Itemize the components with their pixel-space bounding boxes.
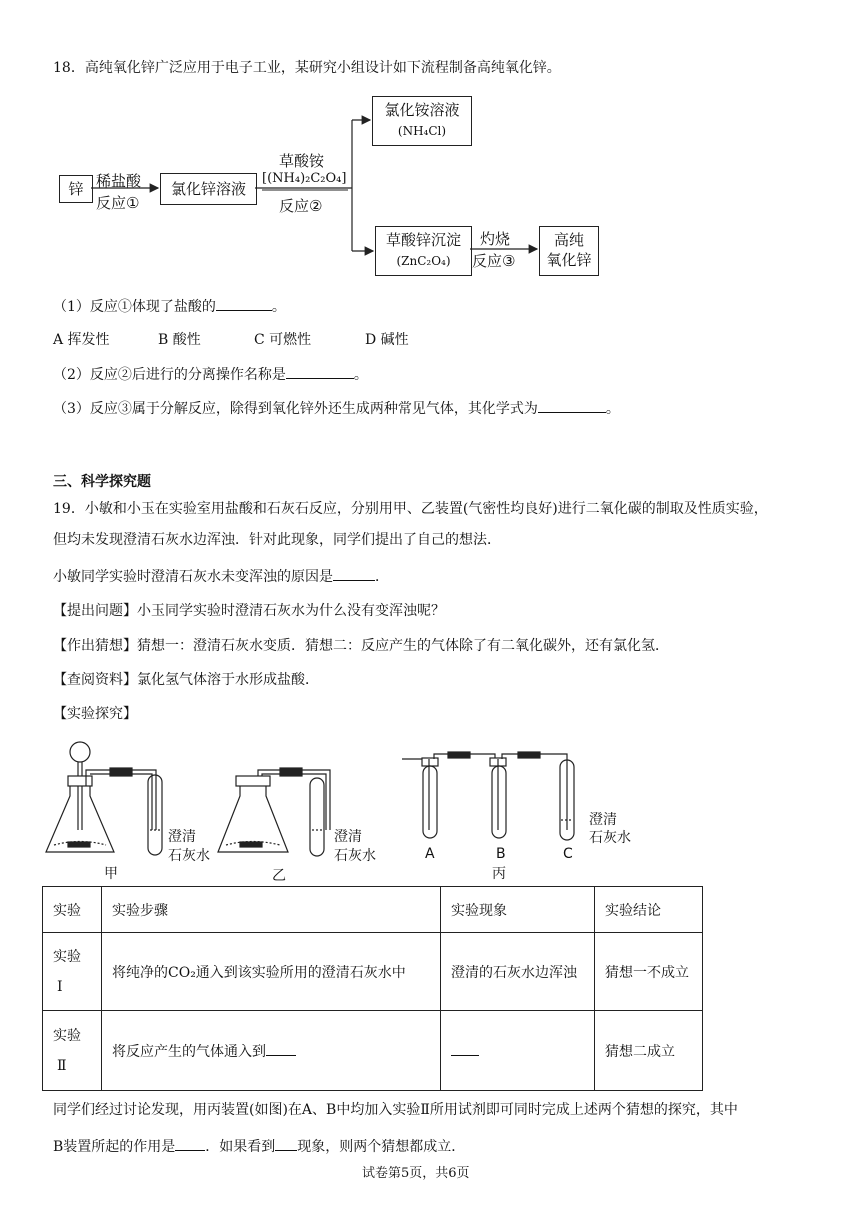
section-title: 三、科学探究题	[53, 474, 151, 490]
nh4cl-formula: (NH₄Cl)	[397, 124, 447, 138]
label-burn: 灼烧	[480, 230, 511, 248]
header-cell: 实验现象	[441, 887, 595, 933]
answer-blank[interactable]	[275, 1136, 297, 1151]
label-jia: 甲	[104, 866, 118, 882]
q19-guess: 【作出猜想】猜想一：澄清石灰水变质．猜想二：反应产生的气体除了有二氧化碳外，还有氯化氢．	[53, 638, 669, 654]
q19-line3: 小敏同学实验时澄清石灰水未变浑浊的原因是 ．	[53, 566, 389, 587]
znc2o4-name: 草酸锌沉淀	[385, 231, 461, 249]
conclusion-cell: 猜想二成立	[595, 1011, 703, 1091]
tag: 【查阅资料】	[53, 672, 137, 688]
box-zncl2: 氯化锌溶液	[160, 173, 257, 205]
limewater-label-c: 澄清	[589, 812, 617, 828]
label-c: C	[563, 846, 573, 862]
experiment-table	[42, 886, 703, 1091]
apparatus-jia	[46, 742, 162, 855]
q18-sub3: （3）反应③属于分解反应，除得到氧化锌外还生成两种常见气体，其化学式为 。	[53, 398, 620, 419]
q19-intro1: 19．小敏和小玉在实验室用盐酸和石灰石反应，分别用甲、乙装置(气密性均良好)进行二氧化碳的制取及性质实验，	[53, 501, 768, 517]
header-cell: 实验步骤	[102, 887, 441, 933]
label-oxalate: 草酸铵	[279, 152, 325, 170]
exp-cell: 实验 Ⅱ	[43, 1011, 102, 1091]
q18-options	[53, 330, 409, 350]
label-a: A	[425, 846, 435, 862]
label-bing: 丙	[492, 866, 506, 882]
apparatus-yi	[218, 768, 330, 856]
label-yi: 乙	[272, 868, 286, 884]
exp-cell: 实验 Ⅰ	[43, 933, 102, 1011]
label-reaction3: 反应③	[472, 252, 516, 270]
label-b: B	[496, 846, 506, 862]
answer-blank[interactable]	[538, 398, 606, 413]
q18-sub1: （1）反应①体现了盐酸的 。	[53, 296, 286, 317]
conclusion-cell: 猜想一不成立	[595, 933, 703, 1011]
label-reaction2: 反应②	[279, 197, 323, 215]
q19-explore: 【实验探究】	[53, 706, 137, 722]
label-acid: 稀盐酸	[96, 172, 142, 190]
header-cell: 实验	[43, 887, 102, 933]
answer-blank[interactable]	[333, 566, 375, 581]
answer-blank[interactable]	[216, 296, 272, 311]
apparatus-bing	[402, 752, 574, 840]
q18-intro: 18．高纯氧化锌广泛应用于电子工业，某研究小组设计如下流程制备高纯氧化锌。	[53, 60, 561, 76]
znc2o4-formula: (ZnC₂O₄)	[396, 254, 451, 268]
q18-sub2: （2）反应②后进行的分离操作名称是 。	[53, 364, 368, 385]
option-d: D 碱性	[365, 332, 409, 348]
answer-blank[interactable]	[451, 1041, 479, 1056]
phenomenon-cell: 澄清的石灰水边浑浊	[441, 933, 595, 1011]
table-row	[43, 933, 703, 1011]
option-a: A 挥发性	[53, 332, 110, 348]
header-cell: 实验结论	[595, 887, 703, 933]
table-row	[43, 1011, 703, 1091]
q19-after2: B装置所起的作用是 ．如果看到 现象，则两个猜想都成立．	[53, 1136, 465, 1157]
limewater-label-c-2: 石灰水	[589, 830, 631, 846]
tag: 【提出问题】	[53, 603, 137, 619]
box-zinc: 锌	[59, 175, 93, 203]
option-b: B 酸性	[158, 332, 201, 348]
zno-line2: 氧化锌	[546, 251, 592, 269]
option-c: C 可燃性	[254, 332, 312, 348]
phenomenon-cell	[441, 1011, 595, 1091]
table-header-row	[43, 887, 703, 933]
q19-after1: 同学们经过讨论发现，用丙装置(如图)在A、B中均加入实验Ⅱ所用试剂即可同时完成上述两个猜想的探究，其中	[53, 1102, 738, 1118]
limewater-label-yi-2: 石灰水	[334, 848, 376, 864]
limewater-label-jia: 澄清	[168, 829, 196, 845]
page-footer: 试卷第5页，共6页	[362, 1166, 470, 1181]
label-reaction1: 反应①	[96, 194, 140, 212]
limewater-label-yi: 澄清	[334, 829, 362, 845]
nh4cl-name: 氯化铵溶液	[384, 101, 460, 119]
q19-info: 【查阅资料】氯化氢气体溶于水形成盐酸．	[53, 672, 319, 688]
limewater-label-jia-2: 石灰水	[168, 848, 210, 864]
label-oxalate-formula: [(NH₄)₂C₂O₄]	[262, 171, 347, 186]
flow-arrows	[0, 0, 860, 300]
zno-line1: 高纯	[553, 231, 584, 249]
answer-blank[interactable]	[286, 364, 354, 379]
tag: 【作出猜想】	[53, 638, 137, 654]
answer-blank[interactable]	[175, 1136, 205, 1151]
q19-question: 【提出问题】小玉同学实验时澄清石灰水为什么没有变浑浊呢？	[53, 603, 445, 619]
q19-intro2: 但均未发现澄清石灰水边浑浊．针对此现象，同学们提出了自己的想法．	[53, 532, 501, 548]
step-cell: 将纯净的CO₂通入到该实验所用的澄清石灰水中	[102, 933, 441, 1011]
answer-blank[interactable]	[266, 1041, 296, 1056]
step-cell: 将反应产生的气体通入到	[102, 1011, 441, 1091]
